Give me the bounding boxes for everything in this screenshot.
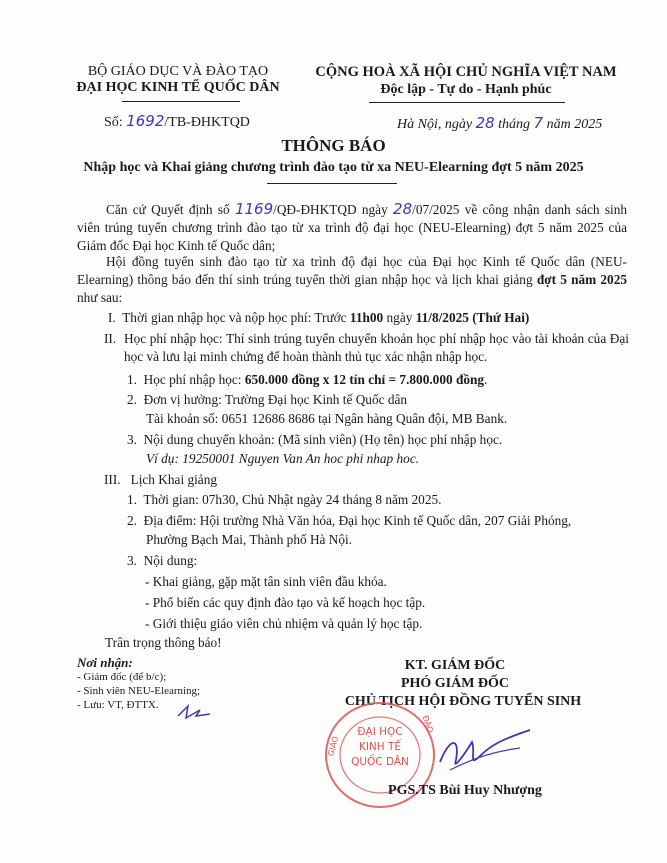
nation-title: CỘNG HOÀ XÃ HỘI CHỦ NGHĨA VIỆT NAM xyxy=(315,64,617,80)
schedule-time xyxy=(127,491,441,509)
transfer-line1: Nội dung chuyển khoản: (Mã sinh viên) (Họ tên) học phí nhập học. xyxy=(143,432,503,447)
schedule-content-num: 3. xyxy=(127,553,137,568)
section-1-time: 11h00 xyxy=(349,310,384,325)
section-3 xyxy=(104,471,217,489)
date-year: năm 2025 xyxy=(546,117,603,132)
schedule-content xyxy=(127,552,197,570)
recipient-item: - Sinh viên NEU-Elearning; xyxy=(77,685,201,697)
section-3-num: III. xyxy=(104,472,121,487)
schedule-place-line2: Phường Bạch Mai, Thành phố Hà Nội. xyxy=(146,532,353,547)
subtitle-underline xyxy=(267,183,397,184)
transfer-num: 3. xyxy=(127,432,137,447)
handwritten-signature-icon xyxy=(420,722,540,782)
beneficiary-line1: Đơn vị hưởng: Trường Đại học Kinh tế Quốc dân xyxy=(143,392,408,407)
transfer-item xyxy=(127,431,502,449)
beneficiary-item xyxy=(127,391,407,409)
fee-amount: 650.000 đồng x 12 tín chỉ = 7.800.000 đồng xyxy=(244,372,485,387)
fee-item xyxy=(127,371,487,389)
seal-ring-left: GIÁO xyxy=(326,735,341,758)
section-1-date: 11/8/2025 (Thứ Hai) xyxy=(415,310,530,325)
closing-text: Trân trọng thông báo! xyxy=(105,635,222,650)
doc-number-handwritten: 1692 xyxy=(126,112,165,130)
header-left-divider xyxy=(122,101,240,102)
seal-text-1: ĐẠI HỌC xyxy=(357,726,403,738)
signer-name: PGS.TS Bùi Huy Nhượng xyxy=(388,783,542,798)
document-subtitle: Nhập học và Khai giảng chương trình đào tạo từ xa NEU-Elearning đợt 5 năm 2025 xyxy=(83,160,584,175)
schedule-place-num: 2. xyxy=(127,513,137,528)
section-1 xyxy=(108,309,529,327)
seal-ring-right: ĐÀO xyxy=(420,714,435,734)
doc-number-suffix: /TB-ĐHKTQD xyxy=(164,115,250,130)
schedule-time-num: 1. xyxy=(127,492,137,507)
initials-signature-icon xyxy=(174,702,214,722)
schedule-time-text: Thời gian: 07h30, Chủ Nhật ngày 24 tháng 8 năm 2025. xyxy=(143,492,442,507)
decision-post: /07/2025 về công nhận danh sách sinh viên trúng tuyển chương trình đào tạo từ xa trình độ đại học (NEU-Elearning) đợt 5 năm 2025 của Giám đốc Đại học Kinh tế Quốc dân; xyxy=(77,202,628,254)
council-text: Hội đồng tuyển sinh đào tạo từ xa trình độ đại học của Đại học Kinh tế Quốc dân (NEU-Elearning) thông báo đến thí sinh trúng tuyển thời gian nhập học và lịch khai giảng xyxy=(77,254,627,287)
section-1-text: Thời gian nhập học và nộp học phí: Trước xyxy=(122,310,347,325)
bullet-item: - Giới thiệu giáo viên chủ nhiệm và quản lý học tập. xyxy=(145,616,423,631)
university-name: ĐẠI HỌC KINH TẾ QUỐC DÂN xyxy=(76,80,280,95)
schedule-place xyxy=(127,512,571,530)
paragraph-council xyxy=(77,253,627,307)
decision-mid: /QĐ-ĐHKTQD ngày xyxy=(273,202,388,217)
council-tail: như sau: xyxy=(77,289,123,305)
header-right-divider xyxy=(369,102,565,103)
section-2-num: II. xyxy=(104,331,117,346)
section-1-mid: ngày xyxy=(386,310,413,325)
date-day-handwritten: 28 xyxy=(475,114,495,132)
section-2-line1: Học phí nhập học: Thí sinh trúng tuyển chuyển khoản học phí nhập học vào tài xyxy=(124,331,549,346)
doc-number-prefix: Số: xyxy=(104,115,123,130)
bullet-item: - Phổ biến các quy định đào tạo và kế hoạch học tập. xyxy=(145,595,426,610)
fee-end: . xyxy=(484,372,488,387)
signature-line3: CHỦ TỊCH HỘI ĐỒNG TUYỂN SINH xyxy=(344,694,582,709)
section-1-num: I. xyxy=(108,310,116,325)
beneficiary-num: 2. xyxy=(127,392,137,407)
recipients-title: Nơi nhận: xyxy=(77,655,133,670)
date-month-label: tháng xyxy=(498,117,531,132)
recipient-item: - Lưu: VT, ĐTTX. xyxy=(77,699,159,711)
section-2-line2: khoản của Đại học và lưu lại minh chứng để hoàn thành thủ tục xác nhận nhập học. xyxy=(124,331,629,364)
fee-num: 1. xyxy=(127,372,137,387)
section-2-text xyxy=(124,330,629,366)
signature-line1: KT. GIÁM ĐỐC xyxy=(404,658,506,673)
date-month-handwritten: 7 xyxy=(533,114,544,132)
recipient-item: - Giám đốc (để b/c); xyxy=(77,671,167,683)
schedule-content-text: Nội dung: xyxy=(143,553,198,568)
section-3-title: Lịch Khai giảng xyxy=(130,472,217,487)
decision-day-handwritten: 28 xyxy=(393,200,413,218)
date-place: Hà Nội, ngày xyxy=(397,117,473,132)
doc-number xyxy=(104,111,250,133)
account-line: Tài khoản số: 0651 12686 8686 tại Ngân hàng Quân đội, MB Bank. xyxy=(146,411,508,426)
schedule-place-line1: Địa điểm: Hội trường Nhà Văn hóa, Đại học Kinh tế Quốc dân, 207 Giải Phóng, xyxy=(143,513,572,528)
council-bold: đợt 5 năm 2025 xyxy=(536,271,627,287)
ministry-name: BỘ GIÁO DỤC VÀ ĐÀO TẠO xyxy=(87,64,269,79)
document-title: THÔNG BÁO xyxy=(281,136,386,155)
nation-motto: Độc lập - Tự do - Hạnh phúc xyxy=(380,82,552,97)
date-line xyxy=(397,113,602,135)
bullet-item: - Khai giảng, gặp mặt tân sinh viên đầu khóa. xyxy=(145,574,387,589)
decision-pre: Căn cứ Quyết định số xyxy=(106,202,230,217)
paragraph-decision xyxy=(77,199,627,255)
signature-line2: PHÓ GIÁM ĐỐC xyxy=(400,676,510,691)
transfer-example: Ví dụ: 19250001 Nguyen Van An hoc phi nhap hoc. xyxy=(146,451,420,466)
fee-label: Học phí nhập học: xyxy=(143,372,242,387)
decision-number-handwritten: 1169 xyxy=(234,200,274,218)
seal-text-3: QUỐC DÂN xyxy=(351,756,409,768)
seal-text-2: KINH TẾ xyxy=(358,741,402,753)
